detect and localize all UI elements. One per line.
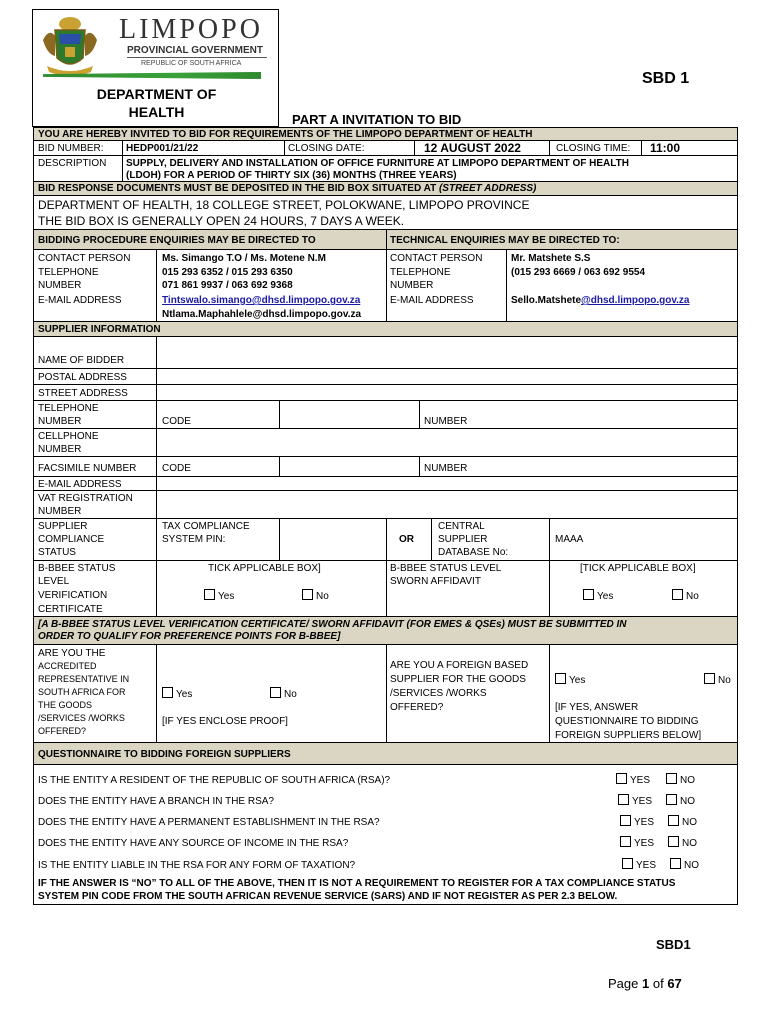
checkbox[interactable] [302,589,313,600]
checkbox[interactable] [618,794,629,805]
street-address-row: STREET ADDRESS [33,385,738,401]
checkbox[interactable] [668,836,679,847]
vat-field[interactable] [157,491,737,518]
checkbox[interactable] [555,673,566,684]
checkbox[interactable] [666,773,677,784]
q3-yes[interactable]: YES [620,815,654,829]
checkbox[interactable] [616,773,627,784]
checkbox[interactable] [668,815,679,826]
checkbox[interactable] [204,589,215,600]
page-number: Page 1 of 67 [608,976,682,991]
telephone-code-field[interactable] [157,401,279,428]
coat-of-arms-icon [39,14,101,78]
org-title: LIMPOPO [119,14,263,45]
q1-yes[interactable]: YES [616,773,650,787]
question-item: DOES THE ENTITY HAVE A PERMANENT ESTABLISHMENT IN THE RSA? [38,817,380,828]
facsimile-row: FACSIMILE NUMBER CODE NUMBER [33,457,738,477]
bidder-name-row: NAME OF BIDDER [33,337,738,369]
closing-date: 12 AUGUST 2022 [424,141,521,155]
compliance-status-row: SUPPLIER COMPLIANCE STATUS TAX COMPLIANCE SYSTEM PIN: OR CENTRAL SUPPLIER DATABASE No: MAAA [33,519,738,561]
bbbee-certificate-yes[interactable]: Yes [204,589,234,603]
questionnaire-body: IS THE ENTITY A RESIDENT OF THE REPUBLIC OF SOUTH AFRICA (RSA)? YES NO DOES THE ENTITY HAVE A BRANCH IN THE RSA? YES NO DOES THE ENTITY HAVE A PERMANENT ESTABLISHMENT IN THE RSA? YES NO DOES THE ENTITY HAVE ANY SOURCE OF INCOME IN THE RSA? YES NO IS THE ENTITY LIABLE IN THE RSA FOR ANY FORM OF TAXATION? YES NO IF THE ANSWER IS “NO” TO ALL OF THE ABOVE, THEN IT IS NOT A REQUIREMENT TO REGISTER FOR A TAX COMPLIANCE STATUS SYSTEM PIN CODE FROM THE SOUTH AFRICAN REVENUE SERVICE (SARS) AND IF NOT REGISTER AS PER 2.3 BELOW. [33,765,738,905]
department-name: DEPARTMENT OF HEALTH [96,86,217,120]
affidavit-yes[interactable]: Yes [583,589,613,603]
checkbox[interactable] [620,836,631,847]
divider [127,57,267,58]
form-code: SBD 1 [642,70,690,87]
street-address-field[interactable] [157,385,737,400]
question-item: IS THE ENTITY LIABLE IN THE RSA FOR ANY FORM OF TAXATION? [38,860,356,871]
email-field[interactable] [157,477,737,490]
csd-number-field[interactable]: MAAA [555,534,584,545]
accredited-foreign-row: ARE YOU THE ACCREDITED REPRESENTATIVE IN SOUTH AFRICA FOR THE GOODS /SERVICES /WORKS OFFERED? Yes No [IF YES ENCLOSE PROOF] ARE YOU A FOREIGN BASED SUPPLIER FOR THE GOODS /SERVICES /WORKS OFFERED? Yes No [IF YES, ANSWER QUESTIONNAIRE TO BIDDING FOREIGN SUPPLIERS BELOW] [33,645,738,743]
cellphone-row: CELLPHONE NUMBER [33,429,738,457]
footer-form-code: SBD1 [656,937,691,952]
q5-yes[interactable]: YES [622,858,656,872]
bid-form [33,127,738,905]
q2-yes[interactable]: YES [618,794,652,808]
bid-number: HEDP001/21/22 [126,143,199,154]
checkbox[interactable] [620,815,631,826]
checkbox[interactable] [622,858,633,869]
enquiries-header: BIDDING PROCEDURE ENQUIRIES MAY BE DIRECTED TO TECHNICAL ENQUIRIES MAY BE DIRECTED TO: [33,230,738,250]
facsimile-number-field[interactable] [420,457,737,476]
affidavit-no[interactable]: No [672,589,699,603]
foreign-no[interactable]: No [704,673,731,687]
bid-box-address: DEPARTMENT OF HEALTH, 18 COLLEGE STREET, POLOKWANE, LIMPOPO PROVINCE THE BID BOX IS GENERALLY OPEN 24 HOURS, 7 DAYS A WEEK. [33,196,738,230]
checkbox[interactable] [270,687,281,698]
tax-pin-field[interactable] [280,519,385,560]
bidder-name-field[interactable] [157,337,737,368]
checkbox[interactable] [666,794,677,805]
org-country: REPUBLIC OF SOUTH AFRICA [141,60,242,67]
email-row: E-MAIL ADDRESS [33,477,738,491]
bidding-contact: Ms. Simango T.O / Ms. Motene N.M [162,253,326,264]
closing-time: 11:00 [650,141,681,155]
question-item: DOES THE ENTITY HAVE ANY SOURCE OF INCOME IN THE RSA? [38,838,349,849]
technical-contact: Mr. Matshete S.S [511,253,591,264]
q3-no[interactable]: NO [668,815,697,829]
enquiries-contacts: CONTACT PERSON TELEPHONE NUMBER E-MAIL ADDRESS Ms. Simango T.O / Ms. Motene N.M 015 293 6352 / 015 293 6350 071 861 9937 / 063 692 9368 Tintswalo.simango@dhsd.limpopo.gov.za Ntlama.Maphahlele@dhsd.limpopo.gov.za CONTACT PERSON TELEPHONE NUMBER E-MAIL ADDRESS Mr. Matshete S.S (015 293 6669 / 063 692 9554 Sello.Matshete@dhsd.limpopo.gov.za [33,250,738,322]
q5-no[interactable]: NO [670,858,699,872]
bbbee-certificate-no[interactable]: No [302,589,329,603]
q1-no[interactable]: NO [666,773,695,787]
checkbox[interactable] [670,858,681,869]
foreign-yes[interactable]: Yes [555,673,585,687]
cellphone-field[interactable] [157,429,737,456]
postal-address-field[interactable] [157,369,737,384]
description-row: DESCRIPTION SUPPLY, DELIVERY AND INSTALLATION OF OFFICE FURNITURE AT LIMPOPO DEPARTMENT OF HEALTH (LDOH) FOR A PERIOD OF THIRTY SIX (36) MONTHS (THREE YEARS) [33,156,738,182]
supplier-info-header: SUPPLIER INFORMATION [33,322,738,337]
questionnaire-note: IF THE ANSWER IS “NO” TO ALL OF THE ABOVE, THEN IT IS NOT A REQUIREMENT TO REGISTER FOR A TAX COMPLIANCE STATUS [38,878,676,889]
checkbox[interactable] [583,589,594,600]
technical-email-link[interactable]: @dhsd.limpopo.gov.za [581,295,690,306]
telephone-row: TELEPHONE NUMBER CODE NUMBER [33,401,738,429]
vat-row: VAT REGISTRATION NUMBER [33,491,738,519]
checkbox[interactable] [672,589,683,600]
page-title: PART A INVITATION TO BID [292,112,462,127]
checkbox[interactable] [704,673,715,684]
question-item: IS THE ENTITY A RESIDENT OF THE REPUBLIC OF SOUTH AFRICA (RSA)? [38,775,391,786]
bid-number-row: BID NUMBER: HEDP001/21/22 CLOSING DATE: 12 AUGUST 2022 CLOSING TIME: 11:00 [33,141,738,156]
questionnaire-header: QUESTIONNAIRE TO BIDDING FOREIGN SUPPLIERS [33,743,738,765]
bbbee-row: B-BBEE STATUS LEVEL VERIFICATION CERTIFICATE TICK APPLICABLE BOX] Yes No B-BBEE STATUS LEVEL SWORN AFFIDAVIT [TICK APPLICABLE BOX] Yes No [33,561,738,617]
q4-no[interactable]: NO [668,836,697,850]
q4-yes[interactable]: YES [620,836,654,850]
question-item: DOES THE ENTITY HAVE A BRANCH IN THE RSA? [38,796,274,807]
bbbee-notice: [A B-BBEE STATUS LEVEL VERIFICATION CERTIFICATE/ SWORN AFFIDAVIT (FOR EMES & QSEs) MUST BE SUBMITTED IN ORDER TO QUALIFY FOR PREFERENCE POINTS FOR B-BBEE] [33,617,738,645]
accredited-no[interactable]: No [270,687,297,701]
invitation-banner: YOU ARE HEREBY INVITED TO BID FOR REQUIREMENTS OF THE LIMPOPO DEPARTMENT OF HEALTH [33,127,738,141]
deposit-banner: BID RESPONSE DOCUMENTS MUST BE DEPOSITED IN THE BID BOX SITUATED AT (STREET ADDRESS) [33,182,738,196]
bidding-email-link[interactable]: Tintswalo.simango@dhsd.limpopo.gov.za [162,295,361,306]
checkbox[interactable] [162,687,173,698]
accredited-yes[interactable]: Yes [162,687,192,701]
q2-no[interactable]: NO [666,794,695,808]
org-subtitle: PROVINCIAL GOVERNMENT [127,45,263,56]
letterhead [32,9,279,127]
postal-address-row: POSTAL ADDRESS [33,369,738,385]
telephone-number-field[interactable] [420,401,737,428]
